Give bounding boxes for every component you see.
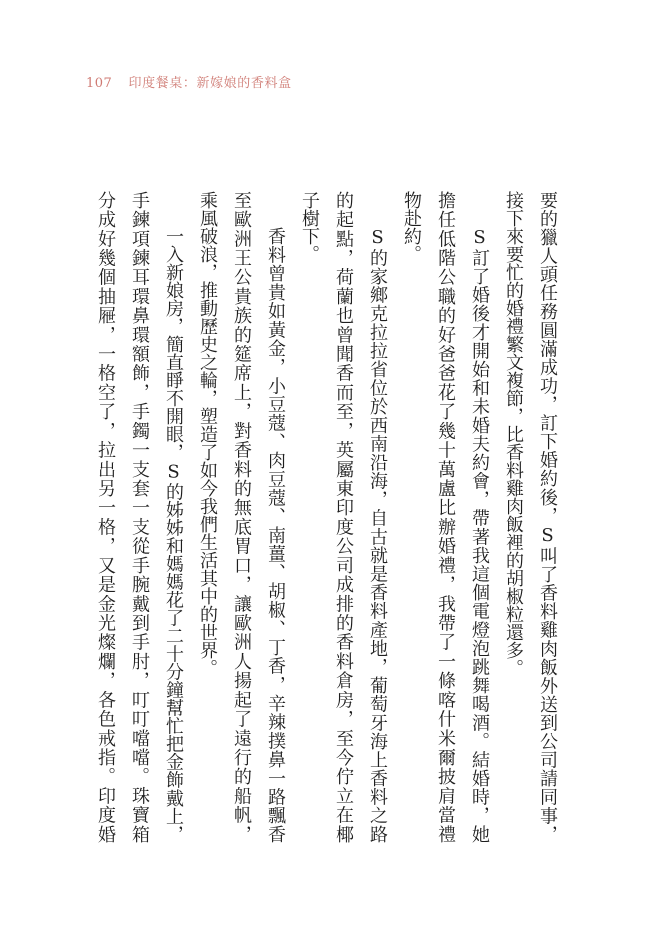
text-column: 乘風破浪，推動歷史之輪，塑造了如今我們生活其中的世界。	[197, 191, 218, 677]
text-column: 至歐洲王公貴族的筵席上，對香料的無底胃口，讓歐洲人揚起了遠行的船帆，	[231, 191, 252, 843]
text-column: 接下來要忙的婚禮繁文複節，比香料雞肉飯裡的胡椒粒還多。	[503, 191, 524, 677]
text-column: 要的獵人頭任務圓滿成功，訂下婚約後，S叫了香料雞肉飯外送到公司請同事，	[537, 191, 558, 843]
running-title: 印度餐桌：新嫁娘的香料盒	[128, 76, 292, 91]
text-column: 的起點，荷蘭也曾聞香而至，英屬東印度公司成排的香料倉房，至今佇立在椰	[333, 191, 354, 843]
text-column: 分成好幾個抽屜，一格空了，拉出另一格，又是金光燦爛，各色戒指。印度婚	[95, 191, 116, 843]
running-head	[86, 76, 292, 92]
text-column: 手鍊項鍊耳環鼻環額飾，手鐲一支套一支從手腕戴到手肘，叮叮噹噹。珠寶箱	[129, 191, 150, 843]
page-number: 107	[86, 76, 113, 91]
text-column: 香料曾貴如黃金，小豆蔻、肉豆蔻、南薑、胡椒、丁香，辛辣撲鼻一路飄香	[265, 227, 286, 843]
text-column: S訂了婚後才開始和未婚夫約會，帶著我這個電燈泡跳舞喝酒。結婚時，她	[469, 227, 490, 843]
text-column: 物赴約。	[401, 191, 422, 263]
text-column: S的家鄉克拉拉省位於西南沿海，自古就是香料產地，葡萄牙海上香料之路	[367, 227, 388, 843]
text-column: 一入新娘房，簡直睜不開眼，S的姊姊和媽媽花了二十分鐘幫忙把金飾戴上，	[163, 227, 184, 843]
text-column: 擔任低階公職的好爸爸花了幾十萬盧比辦婚禮，我帶了一條喀什米爾披肩當禮	[435, 191, 456, 843]
text-column: 子樹下。	[299, 191, 320, 263]
